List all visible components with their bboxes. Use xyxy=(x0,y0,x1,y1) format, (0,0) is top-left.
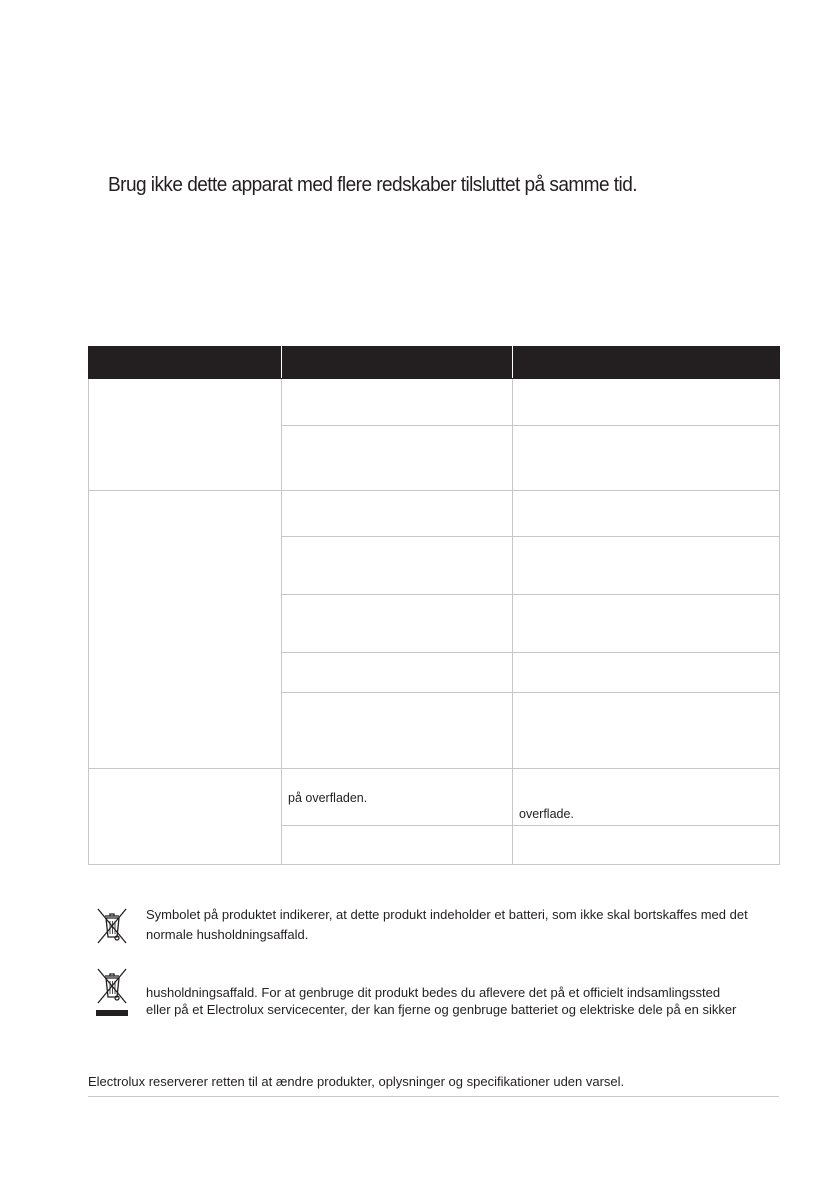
footer-note: Electrolux reserverer retten til at ændre produkter, oplysninger og specifikationer uden varsel. xyxy=(88,1074,625,1089)
remedy-cell xyxy=(513,769,780,826)
table-row xyxy=(89,379,780,426)
cause-cell xyxy=(282,595,513,653)
cause-cell xyxy=(282,491,513,537)
cause-cell xyxy=(282,653,513,693)
problem-cell xyxy=(89,769,282,865)
remedy-cell xyxy=(513,491,780,537)
crossed-out-wheelie-bin-with-bar-icon xyxy=(96,966,128,1020)
table-header-row xyxy=(89,347,780,379)
battery-disposal-line-1: Symbolet på produktet indikerer, at dette produkt indeholder et batteri, som ikke skal bortskaffes med det xyxy=(146,907,748,922)
remedy-cell xyxy=(513,595,780,653)
remedy-cell xyxy=(513,693,780,769)
cause-cell xyxy=(282,379,513,426)
header-cause xyxy=(282,347,513,379)
weee-disposal-line-1: husholdningsaffald. For at genbruge dit produkt bedes du aflevere det på et officielt indsamlingssted xyxy=(146,985,721,1000)
cause-cell xyxy=(282,769,513,826)
crossed-out-wheelie-bin-icon xyxy=(96,906,128,946)
remedy-cell xyxy=(513,653,780,693)
warning-text: Brug ikke dette apparat med flere redskaber tilsluttet på samme tid. xyxy=(108,173,637,196)
cause-cell xyxy=(282,826,513,865)
cause-cell xyxy=(282,537,513,595)
remedy-cell xyxy=(513,379,780,426)
problem-cell xyxy=(89,379,282,491)
weee-disposal-line-2: eller på et Electrolux servicecenter, der kan fjerne og genbruge batteriet og elektriske dele på en sikker xyxy=(146,1002,737,1017)
header-remedy xyxy=(513,347,780,379)
remedy-cell xyxy=(513,826,780,865)
header-problem xyxy=(89,347,282,379)
remedy-cell xyxy=(513,426,780,491)
cause-cell xyxy=(282,693,513,769)
footer-divider xyxy=(88,1096,779,1097)
weee-disposal-notice xyxy=(88,966,788,1026)
battery-disposal-line-2: normale husholdningsaffald. xyxy=(146,927,309,942)
remedy-cell xyxy=(513,537,780,595)
cause-text: på overfladen. xyxy=(288,791,368,805)
table-row xyxy=(89,769,780,826)
cause-cell xyxy=(282,426,513,491)
remedy-text: overflade. xyxy=(519,807,574,821)
troubleshooting-table xyxy=(88,346,780,865)
battery-disposal-notice xyxy=(88,906,788,950)
problem-cell xyxy=(89,491,282,769)
table-row xyxy=(89,491,780,537)
